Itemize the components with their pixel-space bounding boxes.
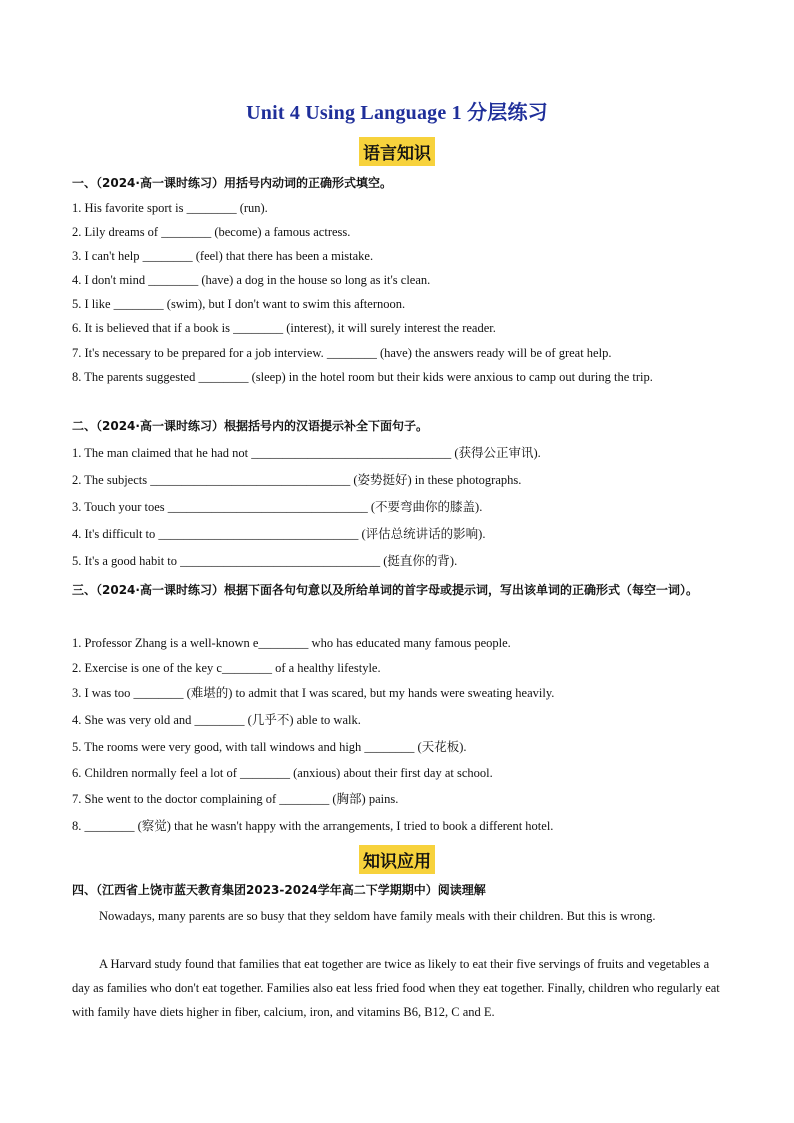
- section1-heading: 一、（2024·高一课时练习）用括号内动词的正确形式填空。: [72, 176, 392, 190]
- page-title: Unit 4 Using Language 1 分层练习: [246, 102, 548, 124]
- s3-item-1: 1. Professor Zhang is a well-known e________ who has educated many famous people.: [72, 636, 511, 650]
- section3-heading: 三、（2024·高一课时练习）根据下面各句句意以及所给单词的首字母或提示词，写出该单词的正确形式（每空一词）。: [72, 583, 698, 597]
- s3-item-6: 6. Children normally feel a lot of ________ (anxious) about their first day at school.: [72, 766, 493, 780]
- s3-item-3: 3. I was too ________ (难堪的) to admit that I was scared, but my hands were sweating heavily.: [72, 686, 555, 700]
- band-label: 语言知识: [359, 137, 435, 166]
- s1-item-5: 5. I like ________ (swim), but I don't want to swim this afternoon.: [72, 297, 406, 311]
- s2-item-1: 1. The man claimed that he had not ________________________________ (获得公正审讯).: [72, 446, 541, 460]
- s2-item-2: 2. The subjects ________________________________ (姿势挺好) in these photographs.: [72, 473, 522, 487]
- reading-paragraph-1: Nowadays, many parents are so busy that they seldom have family meals with their children. But this is wrong.: [99, 909, 656, 923]
- s3-item-7: 7. She went to the doctor complaining of ________ (胸部) pains.: [72, 792, 399, 806]
- s3-item-4: 4. She was very old and ________ (几乎不) able to walk.: [72, 713, 361, 727]
- s1-item-7: 7. It's necessary to be prepared for a job interview. ________ (have) the answers ready will be of great help.: [72, 346, 612, 360]
- s1-item-6: 6. It is believed that if a book is ________ (interest), it will surely interest the reader.: [72, 321, 496, 335]
- s2-item-4: 4. It's difficult to ________________________________ (评估总统讲话的影响).: [72, 527, 486, 541]
- reading-paragraph-2: A Harvard study found that families that eat together are twice as likely to eat their five servings of fruits and vegetables a day as families who don't eat together. Families also eat less fried food when they eat together. Finally, children who regularly eat with family have diets higher in fiber, calcium, iron, and vitamins B6, B12, C and E.: [72, 957, 720, 1019]
- band-label: 知识应用: [359, 845, 435, 874]
- s1-item-2: 2. Lily dreams of ________ (become) a famous actress.: [72, 225, 351, 239]
- s2-item-3: 3. Touch your toes ________________________________ (不要弯曲你的膝盖).: [72, 500, 483, 514]
- section4-heading: 四、（江西省上饶市蓝天教育集团2023-2024学年高二下学期期中）阅读理解: [72, 883, 486, 897]
- s3-item-2: 2. Exercise is one of the key c________ of a healthy lifestyle.: [72, 661, 381, 675]
- s1-item-8: 8. The parents suggested ________ (sleep) in the hotel room but their kids were anxious to camp out during the trip.: [72, 370, 653, 384]
- s2-item-5: 5. It's a good habit to ________________________________ (挺直你的背).: [72, 554, 458, 568]
- s1-item-3: 3. I can't help ________ (feel) that there has been a mistake.: [72, 249, 374, 263]
- s1-item-1: 1. His favorite sport is ________ (run).: [72, 201, 268, 215]
- section-band-knowledge-application: [0, 845, 794, 874]
- section-band-language-knowledge: [0, 137, 794, 166]
- section2-heading: 二、（2024·高一课时练习）根据括号内的汉语提示补全下面句子。: [72, 419, 428, 433]
- s1-item-4: 4. I don't mind ________ (have) a dog in the house so long as it's clean.: [72, 273, 431, 287]
- s3-item-5: 5. The rooms were very good, with tall windows and high ________ (天花板).: [72, 740, 467, 754]
- s3-item-8: 8. ________ (察觉) that he wasn't happy with the arrangements, I tried to book a different hotel.: [72, 819, 554, 833]
